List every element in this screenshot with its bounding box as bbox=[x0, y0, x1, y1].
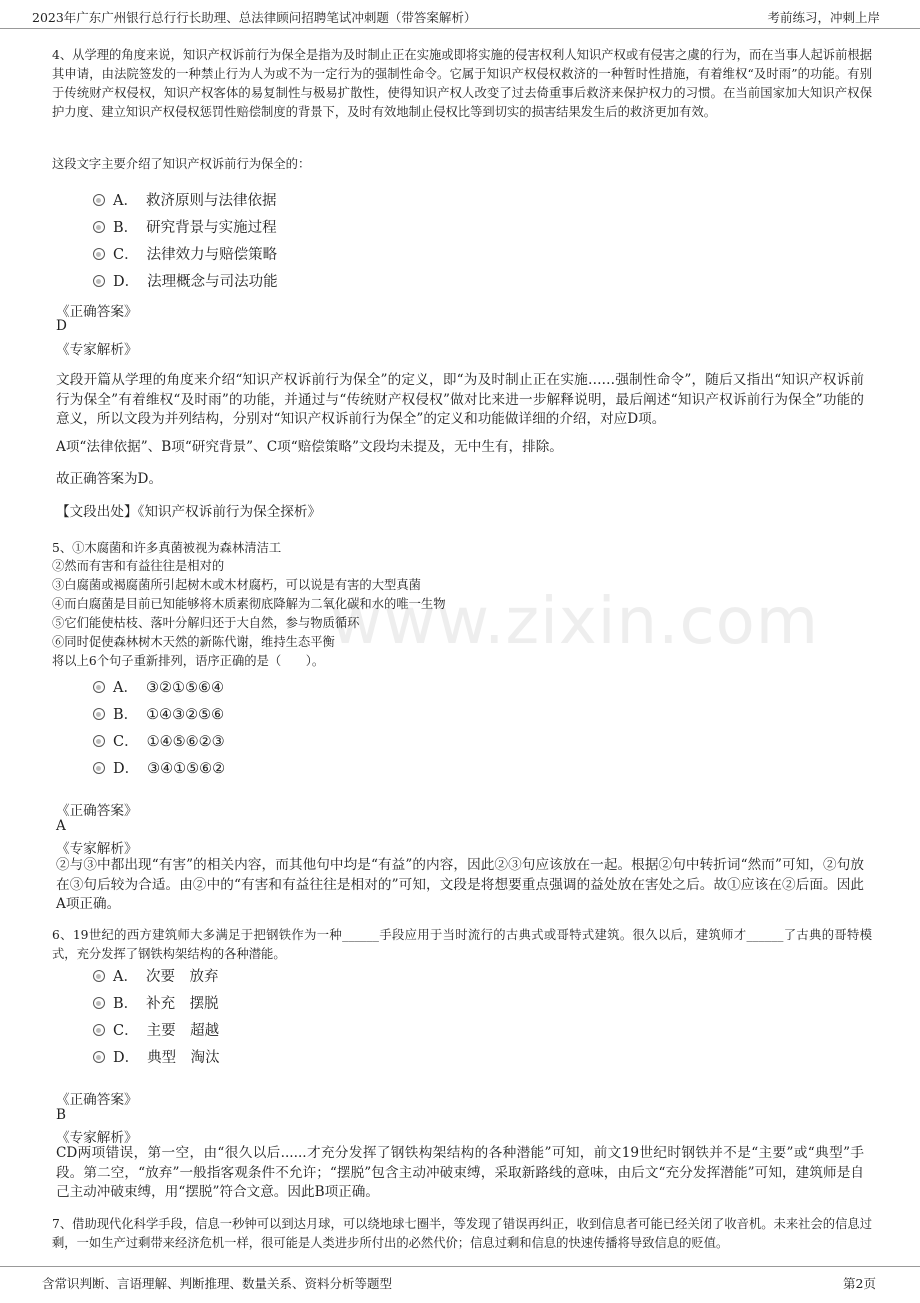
q4-question: 这段文字主要介绍了知识产权诉前行为保全的： bbox=[52, 157, 311, 171]
q5-sentence: ③白腐菌或褐腐菌所引起树木或木材腐朽，可以说是有害的大型真菌 bbox=[52, 578, 421, 592]
q4-analysis-text: A项“法律依据”、B项“研究背景”、C项“赔偿策略”文段均未提及，无中生有，排除。 bbox=[56, 439, 563, 455]
q5-sentence: ⑤它们能使枯枝、落叶分解归还于大自然，参与物质循环 bbox=[52, 616, 360, 630]
q5-question: 将以上6个句子重新排列，语序正确的是（ ）。 bbox=[52, 654, 325, 668]
q6-answer: B bbox=[56, 1107, 66, 1123]
q6-stem: 6、19世纪的西方建筑师大多满足于把钢铁作为一种______手段应用于当时流行的古典式或哥特式建筑。很久以后，建筑师才______了古典的哥特模式，充分发挥了钢铁构架结构的各种潜能。 bbox=[52, 928, 872, 961]
q4-analysis-label: 《专家解析》 bbox=[56, 342, 138, 358]
q4-option-a[interactable]: A． 救济原则与法律依据 bbox=[93, 189, 276, 211]
radio-icon[interactable] bbox=[93, 1024, 105, 1036]
q6-option-d[interactable]: D． 典型 淘汰 bbox=[93, 1046, 220, 1068]
radio-icon[interactable] bbox=[93, 970, 105, 982]
q5-sentence: ②然而有害和有益往往是相对的 bbox=[52, 559, 225, 573]
radio-icon[interactable] bbox=[93, 194, 105, 206]
q6-analysis-text: CD两项错误，第一空，由“很久以后......才充分发挥了钢铁构架结构的各种潜能”可知，前文19世纪时钢铁并不是“主要”或“典型”手段。第二空，“放弃”一般指客观条件不允许；“摆脱”包含主动冲破束缚，采取新路线的意味，由后文“充分发挥潜能”可知，建筑师是自己主动冲破束缚，用“摆脱”符合文意。因此B项正确。 bbox=[56, 1145, 864, 1200]
header-slogan: 考前练习，冲刺上岸 bbox=[767, 10, 880, 25]
q5-answer: A bbox=[56, 818, 66, 834]
q4-option-c[interactable]: C． 法律效力与赔偿策略 bbox=[93, 243, 277, 265]
q4-source: 【文段出处】《知识产权诉前行为保全探析》 bbox=[56, 504, 322, 520]
q6-answer-label: 《正确答案》 bbox=[56, 1092, 138, 1108]
q6-analysis-label: 《专家解析》 bbox=[56, 1130, 138, 1146]
q5-answer-label: 《正确答案》 bbox=[56, 803, 138, 819]
q4-stem: 4、从学理的角度来说，知识产权诉前行为保全是指为及时制止正在实施或即将实施的侵害权利人知识产权或有侵害之虞的行为，而在当事人起诉前根据其申请，由法院签发的一种禁止行为人为或不为一定行为的强制性命令。它属于知识产权侵权救济的一种暂时性措施，有着维权“及时雨”的功能。有别于传统财产权侵权，知识产权客体的易复制性与极易扩散性，使得知识产权人改变了过去倚重事后救济来保护权力的习惯。在当前国家加大知识产权保护力度、建立知识产权侵权惩罚性赔偿制度的背景下，及时有效地制止侵权比等到切实的损害结果发生后的救济更加有效。 bbox=[52, 48, 872, 119]
radio-icon[interactable] bbox=[93, 221, 105, 233]
q5-sentence: ⑥同时促使森林树木天然的新陈代谢，维持生态平衡 bbox=[52, 635, 335, 649]
page-number: 第2页 bbox=[843, 1276, 876, 1291]
watermark: www.zixin.com bbox=[330, 585, 820, 659]
q4-option-d[interactable]: D． 法理概念与司法功能 bbox=[93, 270, 278, 292]
q4-option-b[interactable]: B． 研究背景与实施过程 bbox=[93, 216, 277, 238]
q7-stem: 7、借助现代化科学手段，信息一秒钟可以到达月球，可以绕地球七圈半，等发现了错误再纠正，收到信息者可能已经关闭了收音机。未来社会的信息过剩，一如生产过剩带来经济危机一样，很可能是人类进步所付出的必然代价；信息过剩和信息的快速传播将导致信息的贬值。 bbox=[52, 1217, 872, 1250]
q4-answer: D bbox=[56, 318, 67, 334]
q5-option-a[interactable]: A． ③②①⑤⑥④ bbox=[93, 676, 224, 698]
q6-option-c[interactable]: C． 主要 超越 bbox=[93, 1019, 219, 1041]
q6-option-a[interactable]: A． 次要 放弃 bbox=[93, 965, 218, 987]
radio-icon[interactable] bbox=[93, 762, 105, 774]
q5-option-b[interactable]: B． ①④③②⑤⑥ bbox=[93, 703, 224, 725]
radio-icon[interactable] bbox=[93, 1051, 105, 1063]
document-title: 2023年广东广州银行总行行长助理、总法律顾问招聘笔试冲刺题（带答案解析） bbox=[32, 10, 477, 25]
q4-analysis-text: 故正确答案为D。 bbox=[56, 471, 163, 487]
radio-icon[interactable] bbox=[93, 735, 105, 747]
q5-option-d[interactable]: D． ③④①⑤⑥② bbox=[93, 757, 225, 779]
radio-icon[interactable] bbox=[93, 708, 105, 720]
footer-topics: 含常识判断、言语理解、判断推理、数量关系、资料分析等题型 bbox=[42, 1276, 393, 1291]
q5-option-c[interactable]: C． ①④⑤⑥②③ bbox=[93, 730, 225, 752]
radio-icon[interactable] bbox=[93, 997, 105, 1009]
q4-answer-label: 《正确答案》 bbox=[56, 304, 138, 320]
q5-analysis-label: 《专家解析》 bbox=[56, 841, 138, 857]
radio-icon[interactable] bbox=[93, 275, 105, 287]
page-header bbox=[0, 0, 920, 29]
q6-option-b[interactable]: B． 补充 摆脱 bbox=[93, 992, 219, 1014]
q4-analysis-text: 文段开篇从学理的角度来介绍“知识产权诉前行为保全”的定义，即“为及时制止正在实施……强制性命令”，随后又指出“知识产权诉前行为保全”有着维权“及时雨”的功能，并通过与“传统财产权侵权”做对比来进一步解释说明，最后阐述“知识产权诉前行为保全”功能的意义，所以文段为并列结构，分别对“知识产权诉前行为保全”的定义和功能做详细的介绍，对应D项。 bbox=[56, 372, 864, 427]
page-footer bbox=[0, 1266, 920, 1303]
radio-icon[interactable] bbox=[93, 248, 105, 260]
q5-analysis-text: ②与③中都出现“有害”的相关内容，而其他句中均是“有益”的内容，因此②③句应该放在一起。根据②句中转折词“然而”可知，②句放在③句后较为合适。由②中的“有害和有益往往是相对的”可知，文段是将想要重点强调的益处放在害处之后。故①应该在②后面。因此A项正确。 bbox=[56, 857, 864, 912]
q5-sentence: 5、①木腐菌和许多真菌被视为森林清洁工 bbox=[52, 541, 282, 555]
radio-icon[interactable] bbox=[93, 681, 105, 693]
q5-sentence: ④而白腐菌是目前已知能够将木质素彻底降解为二氧化碳和水的唯一生物 bbox=[52, 597, 446, 611]
